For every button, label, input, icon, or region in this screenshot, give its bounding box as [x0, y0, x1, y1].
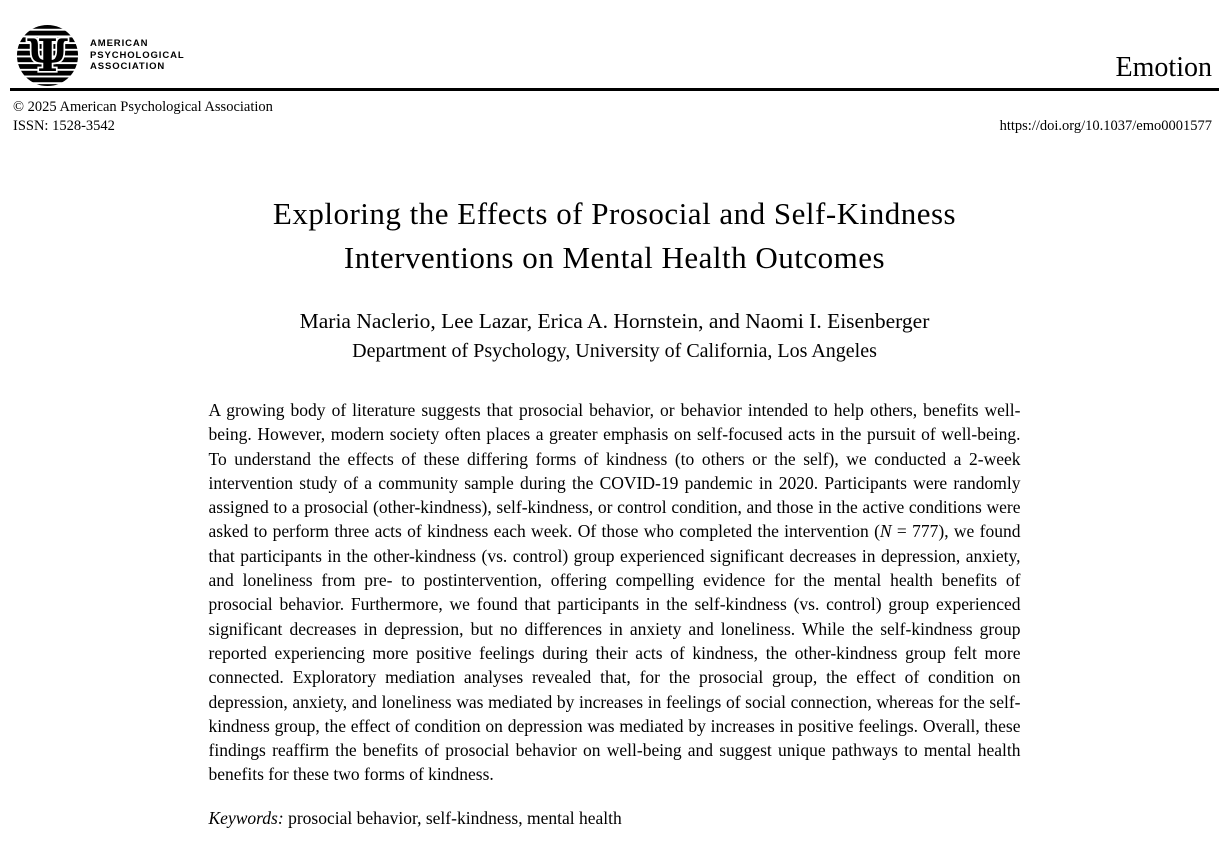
article-title — [0, 192, 1229, 280]
abstract-paragraph — [209, 398, 1021, 787]
copyright-line: © 2025 American Psychological Association — [13, 99, 273, 115]
doi-link[interactable]: https://doi.org/10.1037/emo0001577 — [999, 117, 1212, 134]
issn-line: ISSN: 1528-3542 — [13, 117, 115, 134]
doi-block — [1000, 117, 1212, 136]
apa-logo-word-1: AMERICAN — [90, 38, 149, 50]
affiliation-line: Department of Psychology, University of California, Los Angeles — [352, 340, 877, 362]
psi-glyph: Ψ — [27, 28, 68, 82]
apa-logo — [16, 24, 185, 87]
article-front-matter — [0, 140, 1229, 830]
keywords-line — [209, 806, 1021, 830]
copyright-block — [13, 98, 273, 135]
keywords-text: prosocial behavior, self-kindness, mental health — [283, 807, 622, 828]
article-title-line-2: Interventions on Mental Health Outcomes — [343, 240, 886, 275]
apa-logo-word-3: ASSOCIATION — [90, 61, 166, 73]
header-divider — [10, 88, 1219, 91]
keywords-label: Keywords: — [208, 807, 284, 828]
abstract-text-part-2: = 777), we found that participants in the other-kindness (vs. control) group experienced significant decreases in depression, anxiety, and loneliness from pre- to postintervention, offering compelling evidence for the mental health benefits of prosocial behavior. Furthermore, we found that participants in the self-kindness (vs. control) group experienced significant decreases in depression, but no differences in anxiety and loneliness. While the self-kindness group reported experiencing more positive feelings during their acts of kindness, the other-kindness group felt more connected. Exploratory mediation analyses revealed that, for the prosocial group, the effect of condition on depression, anxiety, and loneliness was mediated by increases in feelings of social connection, whereas for the self-kindness group, the effect of condition on depression was mediated by increases in positive feelings. Overall, these findings reaffirm the benefits of prosocial behavior on well-being and suggest unique pathways to mental health benefits for these two forms of kindness. — [208, 521, 1021, 785]
journal-name: Emotion — [1115, 52, 1212, 83]
apa-psi-logo-icon — [16, 24, 79, 87]
apa-logo-wordmark — [90, 38, 185, 73]
abstract-text-part-1: A growing body of literature suggests that prosocial behavior, or behavior intended to help others, benefits well-being. However, modern society often places a greater emphasis on self-focused acts in the pursuit of well-being. To understand the effects of these differing forms of kindness (to others or the self), we conducted a 2-week intervention study of a community sample during the COVID-19 pandemic in 2020. Participants were randomly assigned to a prosocial (other-kindness), self-kindness, or control condition, and those in the active conditions were asked to perform three acts of kindness each week. Of those who completed the intervention ( — [208, 400, 1021, 542]
abstract-n-variable: N — [879, 521, 892, 542]
apa-logo-word-2: PSYCHOLOGICAL — [90, 49, 185, 61]
authors-line: Maria Naclerio, Lee Lazar, Erica A. Hornstein, and Naomi I. Eisenberger — [299, 309, 930, 333]
article-title-line-1: Exploring the Effects of Prosocial and Self-Kindness — [272, 196, 957, 231]
publication-info — [13, 98, 1212, 135]
masthead — [0, 0, 1229, 140]
